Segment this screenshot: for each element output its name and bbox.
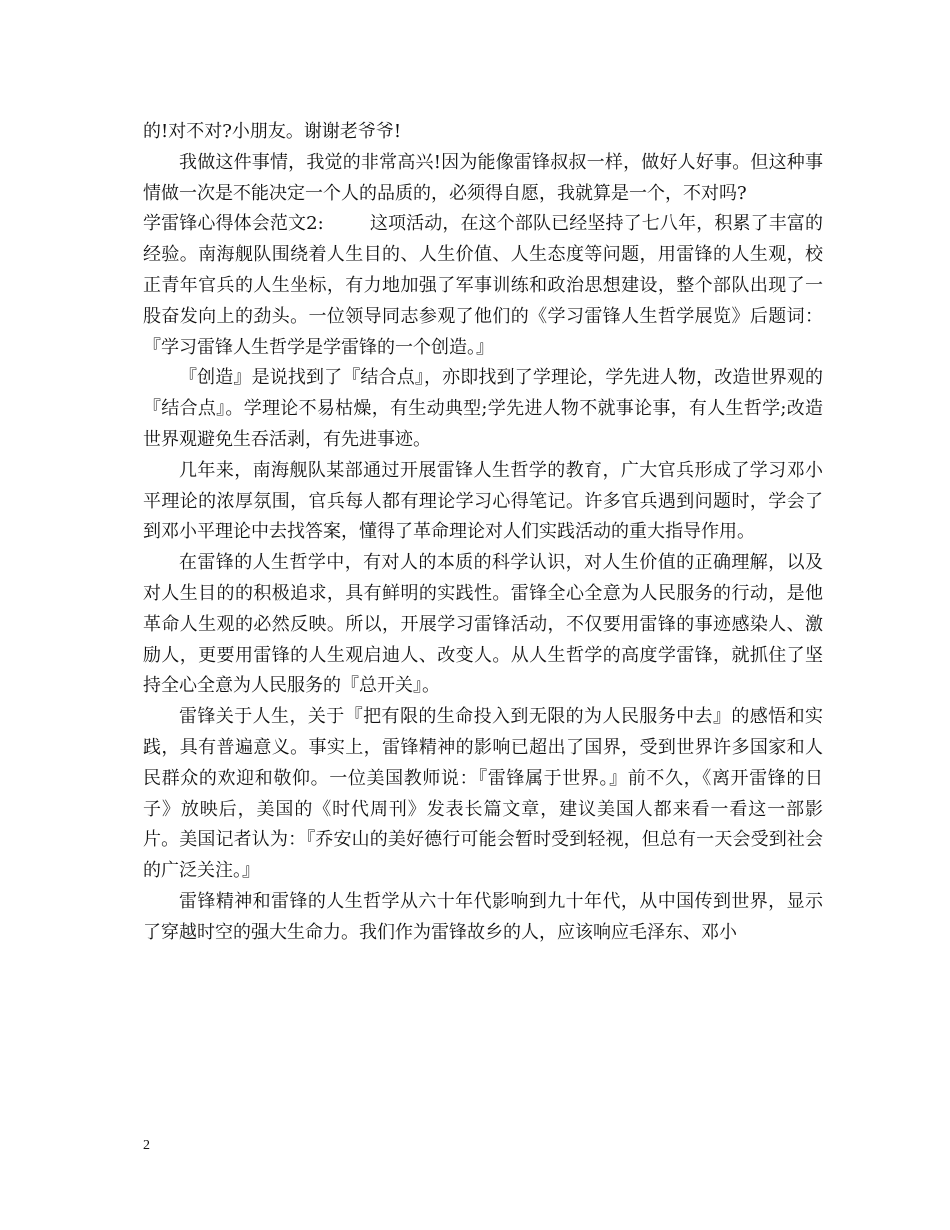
section-title: 学雷锋心得体会范文2: — [143, 213, 324, 235]
paragraph: 的!对不对?小朋友。谢谢老爷爷! — [143, 121, 402, 142]
paragraph: 『创造』是说找到了『结合点』，亦即找到了学理论，学先进人物，改造世界观的『结合点』。学理论不易枯燥，有生动典型;学先进人物不就事论事，有人生哲学;改造世界观避免生吞活剥，有先进事迹。 — [143, 367, 823, 450]
paragraph: 雷锋关于人生，关于『把有限的生命投入到无限的为人民服务中去』的感悟和实践，具有普遍意义。事实上，雷锋精神的影响已超出了国界，受到世界许多国家和人民群众的欢迎和敬仰。一位美国教师说：『雷锋属于世界。』前不久，《离开雷锋的日子》放映后，美国的《时代周刊》发表长篇文章，建议美国人都来看一看这一部影片。美国记者认为：『乔安山的美好德行可能会暂时受到轻视，但总有一天会受到社会的广泛关注。』 — [143, 706, 823, 882]
paragraph: 我做这件事情，我觉的非常高兴!因为能像雷锋叔叔一样，做好人好事。但这种事情做一次是不能决定一个人的品质的，必须得自愿，我就算是一个，不对吗? — [143, 151, 823, 204]
body-text — [143, 117, 823, 949]
paragraph: 几年来，南海舰队某部通过开展雷锋人生哲学的教育，广大官兵形成了学习邓小平理论的浓厚氛围，官兵每人都有理论学习心得笔记。许多官兵遇到问题时，学会了到邓小平理论中去找答案，懂得了革命理论对人们实践活动的重大指导作用。 — [143, 459, 823, 543]
section-body: 这项活动，在这个部队已经坚持了七八年，积累了丰富的经验。南海舰队围绕着人生目的、人生价值、人生态度等问题，用雷锋的人生观，校正青年官兵的人生坐标，有力地加强了军事训练和政治思想建设，整个部队出现了一股奋发向上的劲头。一位领导同志参观了他们的《学习雷锋人生哲学展览》后题词：『学习雷锋人生哲学是学雷锋的一个创造。』 — [143, 213, 823, 358]
page-number: 2 — [143, 1138, 150, 1153]
paragraph: 在雷锋的人生哲学中，有对人的本质的科学认识，对人生价值的正确理解，以及对人生目的的积极追求，具有鲜明的实践性。雷锋全心全意为人民服务的行动，是他革命人生观的必然反映。所以，开展学习雷锋活动，不仅要用雷锋的事迹感染人、激励人，更要用雷锋的人生观启迪人、改变人。从人生哲学的高度学雷锋，就抓住了坚持全心全意为人民服务的『总开关』。 — [143, 552, 823, 697]
paragraph: 雷锋精神和雷锋的人生哲学从六十年代影响到九十年代，从中国传到世界，显示了穿越时空的强大生命力。我们作为雷锋故乡的人，应该响应毛泽东、邓小 — [143, 890, 823, 943]
section-paragraph — [143, 209, 823, 363]
